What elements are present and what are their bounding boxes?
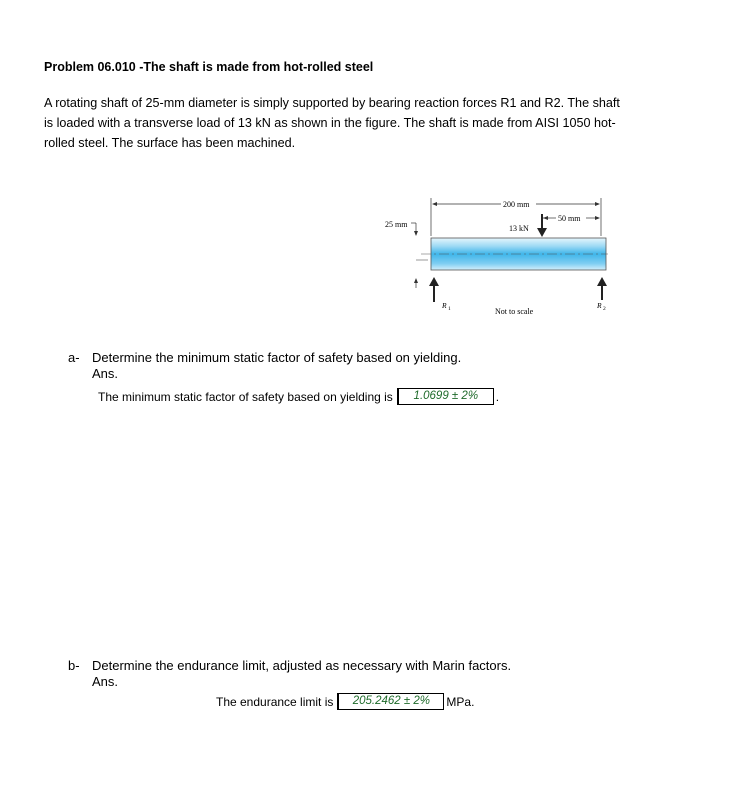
answer-b-suffix: MPa. [446,694,475,709]
r2-subscript: 2 [603,306,606,312]
question-b [68,658,668,692]
answer-a-prefix: The minimum static factor of safety based on yielding is [98,389,393,404]
answer-a-line [98,388,499,405]
question-a [68,350,668,384]
question-b-number: b- [68,658,80,673]
question-a-ans-label: Ans. [92,366,119,381]
load-label: 13 kN [509,224,529,233]
r1-subscript: 1 [448,306,451,312]
answer-b-box[interactable]: 205.2462 ± 2% [337,693,444,710]
diameter-label: 25 mm [385,220,408,229]
dimension-50mm [543,214,600,223]
answer-b-line [216,693,474,710]
dim-50-label: 50 mm [558,214,581,223]
dim-200-label: 200 mm [503,200,530,209]
r2-label: R [597,301,602,310]
statement-line-1: A rotating shaft of 25-mm diameter is simply supported by bearing reaction forces R1 and R2. The shaft [44,96,620,110]
statement-line-3: rolled steel. The surface has been machined. [44,136,296,150]
answer-a-box[interactable]: 1.0699 ± 2% [397,388,494,405]
question-b-text: Determine the endurance limit, adjusted as necessary with Marin factors. [92,658,512,673]
shaft-figure [376,190,616,325]
question-b-ans-label: Ans. [92,674,119,689]
answer-a-suffix: . [495,389,500,404]
problem-statement [44,93,684,153]
r1-label: R [442,301,447,310]
reaction-r2 [596,277,607,312]
reaction-r1 [429,277,451,312]
not-to-scale-note: Not to scale [495,307,534,316]
statement-line-2: is loaded with a transverse load of 13 kN as shown in the figure. The shaft is made from AISI 1050 hot- [44,116,616,130]
problem-title: Problem 06.010 -The shaft is made from hot-rolled steel [44,60,374,74]
question-a-number: a- [68,350,80,365]
answer-b-prefix: The endurance limit is [216,694,334,709]
question-a-text: Determine the minimum static factor of safety based on yielding. [92,350,462,365]
load-arrow [509,214,547,237]
